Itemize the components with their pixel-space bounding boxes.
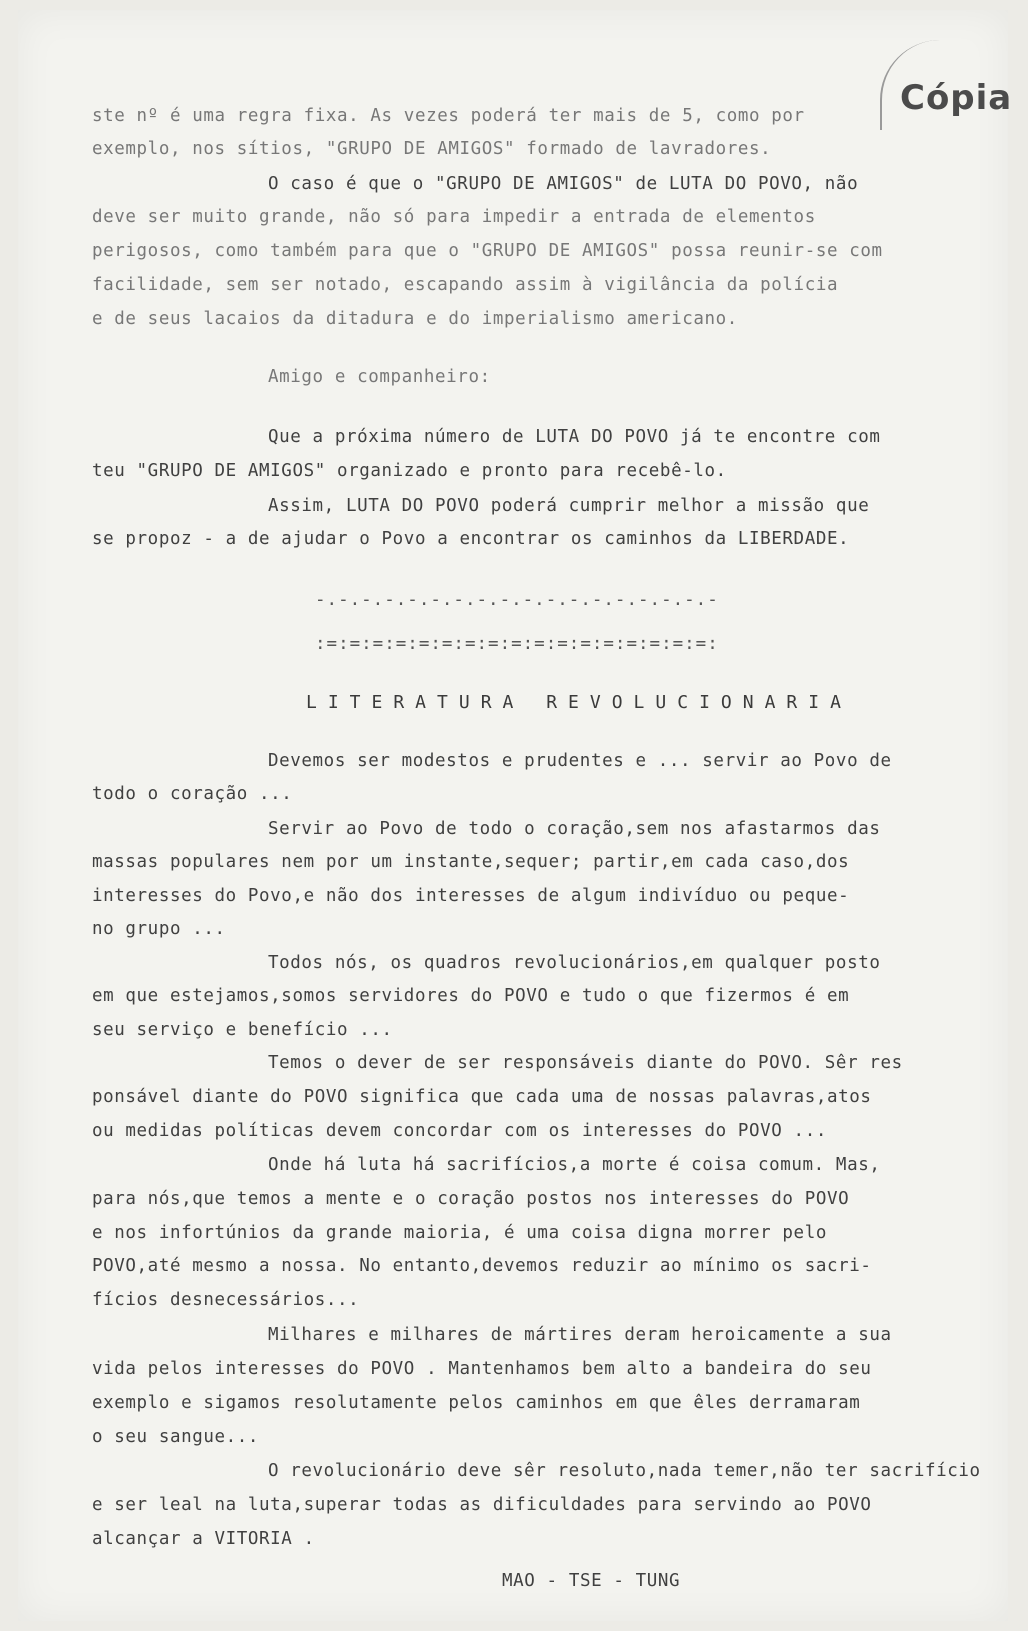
text-line: se propoz - a de ajudar o Povo a encontrar os caminhos da LIBERDADE.: [92, 529, 850, 549]
text-line: o seu sangue...: [92, 1427, 260, 1447]
text-line: Temos o dever de ser responsáveis diante do POVO. Sêr res: [268, 1053, 903, 1073]
text-line: O caso é que o "GRUPO DE AMIGOS" de LUTA DO POVO, não: [268, 174, 859, 194]
author-signature: MAO - TSE - TUNG: [502, 1571, 681, 1591]
separator-dashes: -.-.-.-.-.-.-.-.-.-.-.-.-.-.-.-.-.-: [315, 590, 719, 610]
text-line: Milhares e milhares de mártires deram heroicamente a sua: [268, 1325, 892, 1345]
text-line: Servir ao Povo de todo o coração,sem nos afastarmos das: [268, 819, 881, 839]
text-line: Amigo e companheiro:: [268, 367, 491, 387]
text-line: teu "GRUPO DE AMIGOS" organizado e pronto para recebê-lo.: [92, 461, 727, 481]
text-line: todo o coração ...: [92, 784, 293, 804]
text-line: Onde há luta há sacrifícios,a morte é coisa comum. Mas,: [268, 1155, 881, 1175]
text-line: vida pelos interesses do POVO . Mantenhamos bem alto a bandeira do seu: [92, 1359, 872, 1379]
text-line: perigosos, como também para que o "GRUPO DE AMIGOS" possa reunir-se com: [92, 241, 883, 261]
text-line: Devemos ser modestos e prudentes e ... servir ao Povo de: [268, 751, 892, 771]
text-line: e de seus lacaios da ditadura e do imperialismo americano.: [92, 309, 738, 329]
text-line: Assim, LUTA DO POVO poderá cumprir melhor a missão que: [268, 496, 870, 516]
text-line: deve ser muito grande, não só para impedir a entrada de elementos: [92, 207, 816, 227]
text-line: exemplo, nos sítios, "GRUPO DE AMIGOS" formado de lavradores.: [92, 139, 772, 159]
text-line: facilidade, sem ser notado, escapando assim à vigilância da polícia: [92, 275, 839, 295]
text-line: alcançar a VITORIA .: [92, 1529, 315, 1549]
text-line: Que a próxima número de LUTA DO POVO já te encontre com: [268, 427, 881, 447]
text-line: e ser leal na luta,superar todas as dificuldades para servindo ao POVO: [92, 1495, 872, 1515]
text-line: POVO,até mesmo a nossa. No entanto,devemos reduzir ao mínimo os sacri-: [92, 1256, 872, 1276]
section-heading: LITERATURA REVOLUCIONARIA: [306, 692, 852, 713]
text-line: massas populares nem por um instante,sequer; partir,em cada caso,dos: [92, 852, 850, 872]
text-line: ste nº é uma regra fixa. As vezes poderá ter mais de 5, como por: [92, 106, 805, 126]
text-line: interesses do Povo,e não dos interesses de algum indivíduo ou peque-: [92, 886, 850, 906]
copy-stamp: Cópia: [900, 78, 1013, 118]
separator-equals: :=:=:=:=:=:=:=:=:=:=:=:=:=:=:=:=:=:: [315, 634, 719, 654]
text-line: Todos nós, os quadros revolucionários,em qualquer posto: [268, 953, 881, 973]
text-line: fícios desnecessários...: [92, 1290, 360, 1310]
text-line: seu serviço e benefício ...: [92, 1020, 393, 1040]
text-line: O revolucionário deve sêr resoluto,nada temer,não ter sacrifício: [268, 1461, 981, 1481]
text-line: e nos infortúnios da grande maioria, é uma coisa digna morrer pelo: [92, 1223, 827, 1243]
text-line: exemplo e sigamos resolutamente pelos caminhos em que êles derramaram: [92, 1393, 861, 1413]
text-line: em que estejamos,somos servidores do POVO e tudo o que fizermos é em: [92, 986, 850, 1006]
text-line: para nós,que temos a mente e o coração postos nos interesses do POVO: [92, 1189, 850, 1209]
text-line: ponsável diante do POVO significa que cada uma de nossas palavras,atos: [92, 1087, 872, 1107]
text-line: ou medidas políticas devem concordar com os interesses do POVO ...: [92, 1121, 827, 1141]
text-line: no grupo ...: [92, 919, 226, 939]
